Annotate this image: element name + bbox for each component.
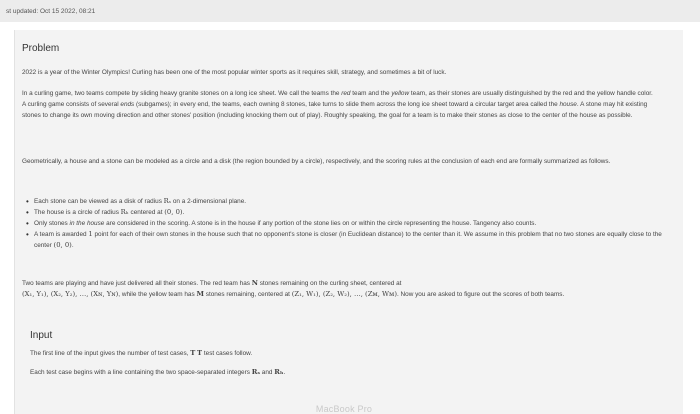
bullet-icon: • xyxy=(26,230,29,239)
problem-heading: Problem xyxy=(22,43,60,54)
rule-item: • Each stone can be viewed as a disk of radius Rₛ on a 2-dimensional plane. xyxy=(26,197,247,206)
last-updated-text: st updated: Oct 15 2022, 08:21 xyxy=(6,8,96,15)
scoring-rules-list xyxy=(22,196,662,251)
rule-item: • Only stones in the house are considered in the scoring. A stone is in the house if any portion of the stone lies on or within the circle representing the house. Tangency also counts. xyxy=(26,219,537,228)
input-line-2: Each test case begins with a line containing the two space-separated integers Rₛ and Rₕ. xyxy=(30,368,286,376)
bullet-icon: • xyxy=(26,208,29,217)
problem-intro: 2022 is a year of the Winter Olympics! Curling has been one of the most popular winter sports as it requires skill, strategy, and sometimes a bit of luck. xyxy=(22,69,447,76)
teams-paragraph: Two teams are playing and have just delivered all their stones. The red team has N stones remaining on the curling sheet, centered at (X₁, Y₁), (X₂, Y₂), …, (Xɴ, Yɴ), while the yellow team has M stones remaining, centered at (Z₁, W₁), (Z₂, W₂), …, (Zᴍ, Wᴍ). Now you are asked to figure out the scores of both teams. xyxy=(22,279,565,299)
geometry-paragraph: Geometrically, a house and a stone can be modeled as a circle and a disk (the region bounded by a circle), respectively, and the scoring rules at the conclusion of each end are formally summarized as follows. xyxy=(22,158,611,165)
device-brand-mark: MacBook Pro xyxy=(315,404,373,414)
problem-rules-paragraph: In a curling game, two teams compete by sliding heavy granite stones on a long ice sheet. We call the teams the red team and the yellow team, as their stones are usually distinguished by the red and the yellow handle color. A curling game consists of several ends (subgames); in every end, the teams, each owning 8 stones, take turns to slide them across the long ice sheet toward a circular target area called the house. A stone may hit existing stones to change its own moving direction and other stones' position (including knocking them out of play). Roughly speaking, the goal for a team is to make their stones as close to the center of the house as possible. xyxy=(22,90,653,120)
input-line-1: The first line of the input gives the number of test cases, T T test cases follow. xyxy=(30,349,253,357)
bullet-icon: • xyxy=(26,197,29,206)
bullet-icon: • xyxy=(26,219,29,228)
top-bar xyxy=(0,0,700,22)
rule-item: • The house is a circle of radius Rₕ centered at (0, 0). xyxy=(26,208,185,217)
input-heading: Input xyxy=(30,330,53,341)
rule-item: • A team is awarded 1 point for each of their own stones in the house such that no opponent's stone is closer (in Euclidean distance) to the center than it. We assume in this problem that no two stones are equally close to the center (0, 0). xyxy=(26,230,662,249)
